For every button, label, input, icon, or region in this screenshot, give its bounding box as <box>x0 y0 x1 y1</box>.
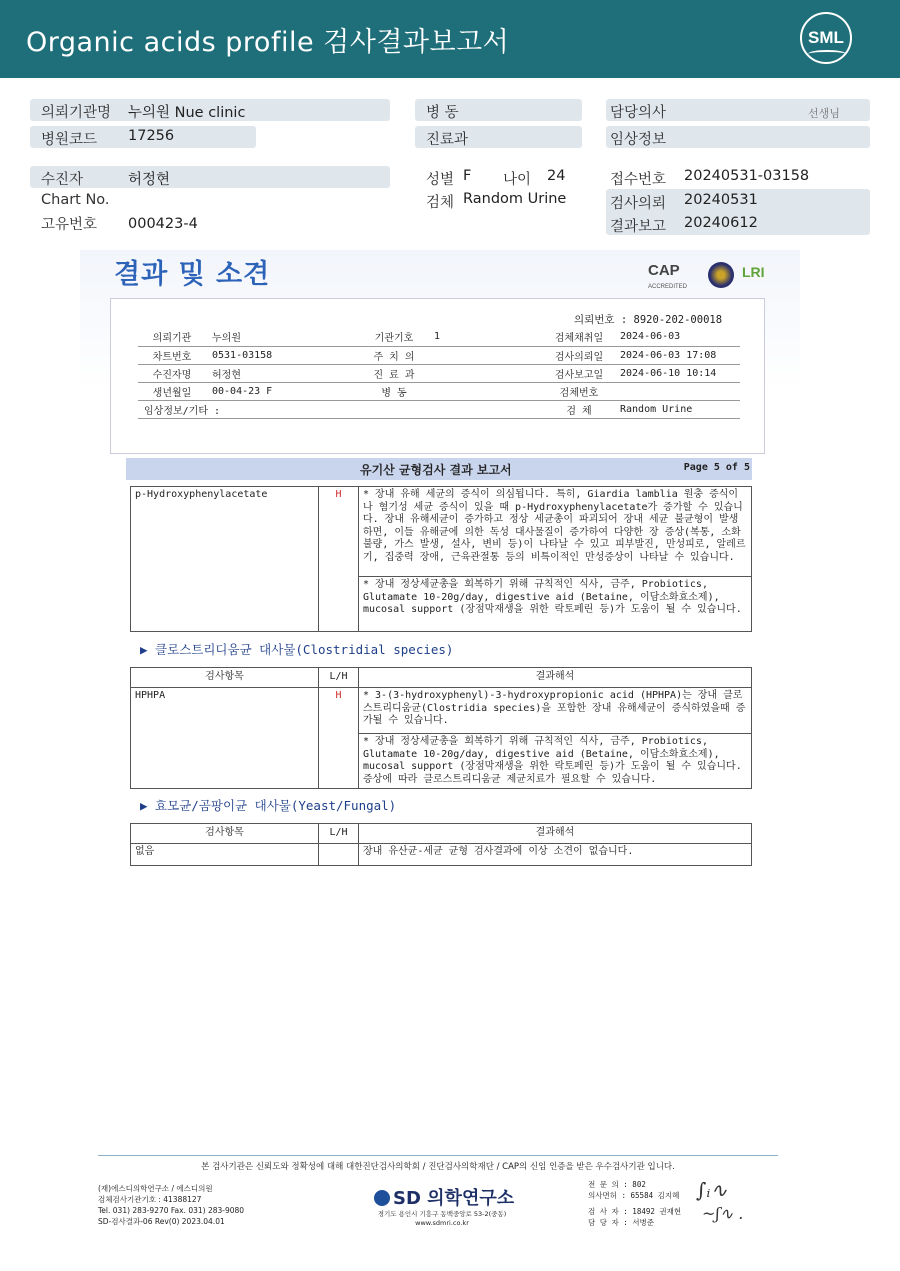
field-label: 생년월일 <box>138 382 206 400</box>
page-indicator: Page 5 of 5 <box>683 462 750 473</box>
result-table-3 <box>130 823 752 866</box>
interp-cell: * 장내 정상세균총을 회복하기 위해 규칙적인 식사, 금주, Probiotics, Glutamate 10-20g/day, digestive aid (Betaine, 이담소화효소제), mucosal support (장점막재생을 위한 락토페린 등)가 도움이 될 수 있습니다. <box>359 577 752 632</box>
interp-cell: * 3-(3-hydroxyphenyl)-3-hydroxypropionic acid (HPHPA)는 장내 클로스트리디움균(Clostridia species)을 포함한 장내 유해세균이 증식하였을때 증가될 수 있습니다. <box>359 688 752 734</box>
sml-logo-text: SML <box>808 28 844 47</box>
request-value: 20240531 <box>684 192 758 208</box>
logo-swoosh-icon <box>808 50 846 58</box>
patient-value: 허정현 <box>128 172 171 188</box>
cap-sub: ACCREDITED <box>648 284 688 290</box>
sd-logo <box>374 1184 514 1210</box>
request-number: 의뢰번호 : 8920-202-00018 <box>574 314 723 326</box>
field-value <box>614 382 740 400</box>
footer-org: (재)에스디의학연구소 / 에스디의원 <box>98 1184 213 1193</box>
hospital-code-label: 병원코드 <box>41 132 98 148</box>
sml-logo <box>800 12 852 64</box>
field-label: 검사보고일 <box>544 364 614 382</box>
result-label: 결과보고 <box>610 219 667 235</box>
field-label: 차트번호 <box>138 346 206 364</box>
result-table-1 <box>130 486 752 632</box>
patient-table-row <box>138 346 740 364</box>
field-value <box>428 346 544 364</box>
field-value: 0531-03158 <box>206 346 360 364</box>
col-item: 검사항목 <box>131 668 319 688</box>
field-value <box>428 364 544 382</box>
sex-value: F <box>463 168 472 184</box>
specimen-label: 검 체 <box>544 400 614 418</box>
field-label: 검사의뢰일 <box>544 346 614 364</box>
col-item: 검사항목 <box>131 824 319 844</box>
item-cell: 없음 <box>131 844 319 866</box>
specimen-value: Random Urine <box>463 191 567 207</box>
col-lh: L/H <box>319 668 359 688</box>
result-table-2 <box>130 667 752 789</box>
specialist: 전 문 의 : 802 <box>588 1180 646 1189</box>
header-bar <box>0 0 900 78</box>
col-interp: 결과해석 <box>359 824 752 844</box>
field-label: 수진자명 <box>138 364 206 382</box>
patient-table-row <box>138 328 740 346</box>
footer-divider <box>98 1155 778 1156</box>
department-label: 진료과 <box>426 132 469 148</box>
patient-table <box>138 328 740 419</box>
sd-logo-icon <box>374 1190 390 1206</box>
field-value: 2024-06-10 10:14 <box>614 364 740 382</box>
footer-address <box>372 1210 512 1228</box>
table-row <box>131 844 752 866</box>
cap-text: CAP <box>648 262 680 279</box>
field-value <box>428 382 544 400</box>
website: www.sdmri.co.kr <box>415 1219 469 1227</box>
flag-cell: H <box>319 688 359 789</box>
footer-notice: 본 검사기관은 신뢰도와 정확성에 대해 대한진단검사의학회 / 진단검사의학재단 / CAP의 신임 인증을 받은 우수검사기관 입니다. <box>201 1162 675 1172</box>
patient-table-row <box>138 364 740 382</box>
signature-2-icon: ~ʃ∿ . <box>702 1204 744 1223</box>
result-value: 20240612 <box>684 215 758 231</box>
field-value: 허정현 <box>206 364 360 382</box>
signature-1-icon: ∫ᵢ∿ <box>696 1178 728 1202</box>
lri-logo: LRI <box>742 264 765 280</box>
footer-rev: SD-검사결과-06 Rev(0) 2023.04.01 <box>98 1217 225 1226</box>
receipt-label: 접수번호 <box>610 172 667 188</box>
field-label: 의뢰기관 <box>138 328 206 346</box>
specimen-value: Random Urine <box>614 400 740 418</box>
specimen-label: 검체 <box>426 195 455 211</box>
field-value: 2024-06-03 <box>614 328 740 346</box>
col-interp: 결과해석 <box>359 668 752 688</box>
request-label: 검사의뢰 <box>610 196 667 212</box>
field-label: 병 동 <box>360 382 428 400</box>
section-title: 결과 및 소견 <box>114 259 271 290</box>
footer-staff <box>588 1180 681 1228</box>
chart-label: Chart No. <box>41 192 110 208</box>
institution-value: 누의원 Nue clinic <box>128 105 246 121</box>
receipt-value: 20240531-03158 <box>684 168 810 184</box>
item-cell: p-Hydroxyphenylacetate <box>131 487 319 632</box>
address-line: 경기도 용인시 기흥구 동백중앙로 53-2(중동) <box>377 1210 507 1218</box>
accreditation-seal-icon <box>708 262 734 288</box>
table-row <box>131 487 752 577</box>
footer-code: 검체검사기관기호 : 41388127 <box>98 1195 202 1204</box>
sd-logo-text: SD 의학연구소 <box>393 1188 515 1209</box>
patient-table-row <box>138 400 740 418</box>
cap-badge <box>648 262 706 290</box>
field-label: 주 치 의 <box>360 346 428 364</box>
clinical-label: 임상정보 <box>610 132 667 148</box>
manager: 담 당 자 : 서병준 <box>588 1217 655 1227</box>
ward-label: 병 동 <box>426 105 459 121</box>
table-row <box>131 688 752 734</box>
clinical-info-label: 임상정보/기타 : <box>138 400 544 418</box>
doctor-label: 담당의사 <box>610 105 667 121</box>
table-header-row <box>131 668 752 688</box>
doctor-suffix: 선생님 <box>808 107 840 120</box>
report-title: 유기산 균형검사 결과 보고서 <box>360 463 512 477</box>
field-value: 1 <box>428 328 544 346</box>
license: 의사면허 : 65584 김지혜 <box>588 1190 680 1200</box>
table-header-row <box>131 824 752 844</box>
col-lh: L/H <box>319 824 359 844</box>
field-value: 00-04-23 F <box>206 382 360 400</box>
page-title: Organic acids profile 검사결과보고서 <box>26 27 510 58</box>
sex-label: 성별 <box>426 172 455 188</box>
flag-cell: H <box>319 487 359 632</box>
interp-cell: 장내 유산균-세균 균형 검사결과에 이상 소견이 없습니다. <box>359 844 752 866</box>
flag-cell <box>319 844 359 866</box>
unique-value: 000423-4 <box>128 216 198 232</box>
field-value: 2024-06-03 17:08 <box>614 346 740 364</box>
examiner: 검 사 자 : 18492 권재현 <box>588 1207 682 1216</box>
patient-label: 수진자 <box>41 172 84 188</box>
report-title-bar <box>126 458 752 480</box>
age-value: 24 <box>547 168 566 184</box>
footer-left <box>98 1183 244 1227</box>
field-value: 누의원 <box>206 328 360 346</box>
clostridia-heading: ▶ 클로스트리디움균 대사물(Clostridial species) <box>140 642 454 657</box>
item-cell: HPHPA <box>131 688 319 789</box>
patient-bg <box>30 166 390 188</box>
institution-label: 의뢰기관명 <box>41 105 112 121</box>
hospital-code-value: 17256 <box>128 128 175 144</box>
field-label: 기관기호 <box>360 328 428 346</box>
yeast-heading: ▶ 효모균/곰팡이균 대사물(Yeast/Fungal) <box>140 798 397 813</box>
age-label: 나이 <box>503 172 532 188</box>
unique-label: 고유번호 <box>41 217 98 233</box>
patient-table-row <box>138 382 740 400</box>
interp-cell: * 장내 유해 세균의 증식이 의심됩니다. 특히, Giardia lamblia 원충 증식이나 혐기성 세균 증식이 있을 때 p-Hydroxyphenylacetate가 증가할 수 있습니다. 장내 유해세균이 증가하고 정상 세균총이 파괴되어 장내 세균 불균형이 발생하면, 이들 유해균에 의한 독성 대사물질이 증가하여 다양한 장 증상(복통, 소화불량, 가스 발생, 설사, 변비 등)이 나타날 수 있고 피부발진, 만성피로, 알레르기, 집중력 장애, 근육관절통 등의 비특이적인 만성증상이 나타날 수 있습니다. <box>359 487 752 577</box>
report-image <box>80 250 800 890</box>
field-label: 검체채취일 <box>544 328 614 346</box>
interp-cell: * 장내 정상세균총을 회복하기 위해 규칙적인 식사, 금주, Probiotics, Glutamate 10-20g/day, digestive aid (Betaine, 이담소화효소제), mucosal support (장점막재생을 위한 락토페린 등)가 도움이 될 수 있습니다. 증상에 따라 클로스트리디움균 제균치료가 필요할 수 있습니다. <box>359 734 752 789</box>
field-label: 검체번호 <box>544 382 614 400</box>
footer-phone: Tel. 031) 283-9270 Fax. 031) 283-9080 <box>98 1206 245 1215</box>
field-label: 진 료 과 <box>360 364 428 382</box>
